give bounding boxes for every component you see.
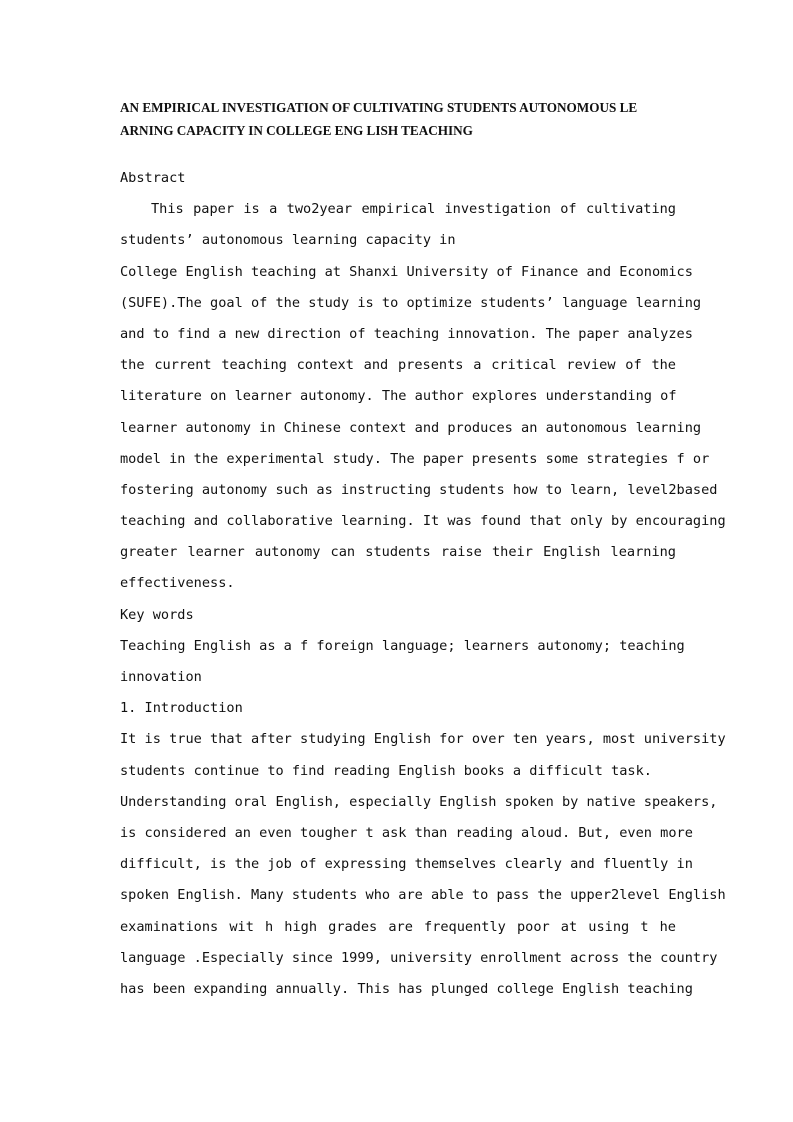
abstract-line: literature on learner autonomy. The author explores understanding of — [120, 388, 677, 405]
title-line-2: ARNING CAPACITY IN COLLEGE ENG LISH TEACHING — [120, 123, 473, 138]
introduction-line: examinations wit h high grades are frequently poor at using t he — [120, 918, 676, 935]
introduction-line: spoken English. Many students who are able to pass the upper2level English — [120, 887, 726, 904]
document-body — [120, 163, 726, 1005]
abstract-line: and to find a new direction of teaching innovation. The paper analyzes — [120, 325, 693, 342]
paper-title — [120, 96, 680, 142]
abstract-line: greater learner autonomy can students raise their English learning — [120, 544, 676, 561]
keywords-line: Teaching English as a f foreign language; learners autonomy; teaching — [120, 637, 685, 654]
section-heading-introduction: 1. Introduction — [120, 700, 243, 717]
abstract-line: model in the experimental study. The paper presents some strategies f or — [120, 450, 710, 467]
abstract-line: effectiveness. — [120, 575, 235, 592]
introduction-line: It is true that after studying English for over ten years, most university — [120, 731, 726, 748]
abstract-line: the current teaching context and presents a critical review of the — [120, 357, 676, 374]
abstract-line: learner autonomy in Chinese context and produces an autonomous learning — [120, 419, 702, 436]
abstract-line: fostering autonomy such as instructing students how to learn, level2based — [120, 481, 718, 498]
keywords-line: innovation — [120, 669, 202, 685]
abstract-line: teaching and collaborative learning. It was found that only by encouraging — [120, 513, 726, 530]
abstract-line: (SUFE).The goal of the study is to optimize students’ language learning — [120, 294, 702, 311]
abstract-line: This paper is a two2year empirical investigation of cultivating — [151, 201, 676, 218]
introduction-line: has been expanding annually. This has plunged college English teaching — [120, 980, 693, 997]
abstract-line: College English teaching at Shanxi University of Finance and Economics — [120, 263, 693, 280]
introduction-line: is considered an even tougher t ask than reading aloud. But, even more — [120, 824, 693, 841]
introduction-line: Understanding oral English, especially English spoken by native speakers, — [120, 793, 718, 810]
title-line-1: AN EMPIRICAL INVESTIGATION OF CULTIVATING STUDENTS AUTONOMOUS LE — [120, 100, 638, 115]
introduction-line: difficult, is the job of expressing themselves clearly and fluently in — [120, 856, 693, 873]
keywords-heading: Key words — [120, 606, 194, 623]
introduction-line: language .Especially since 1999, university enrollment across the country — [120, 949, 718, 966]
introduction-line: students continue to find reading English books a difficult task. — [120, 762, 652, 779]
abstract-heading: Abstract — [120, 170, 186, 186]
abstract-line: students’ autonomous learning capacity in — [120, 232, 456, 249]
